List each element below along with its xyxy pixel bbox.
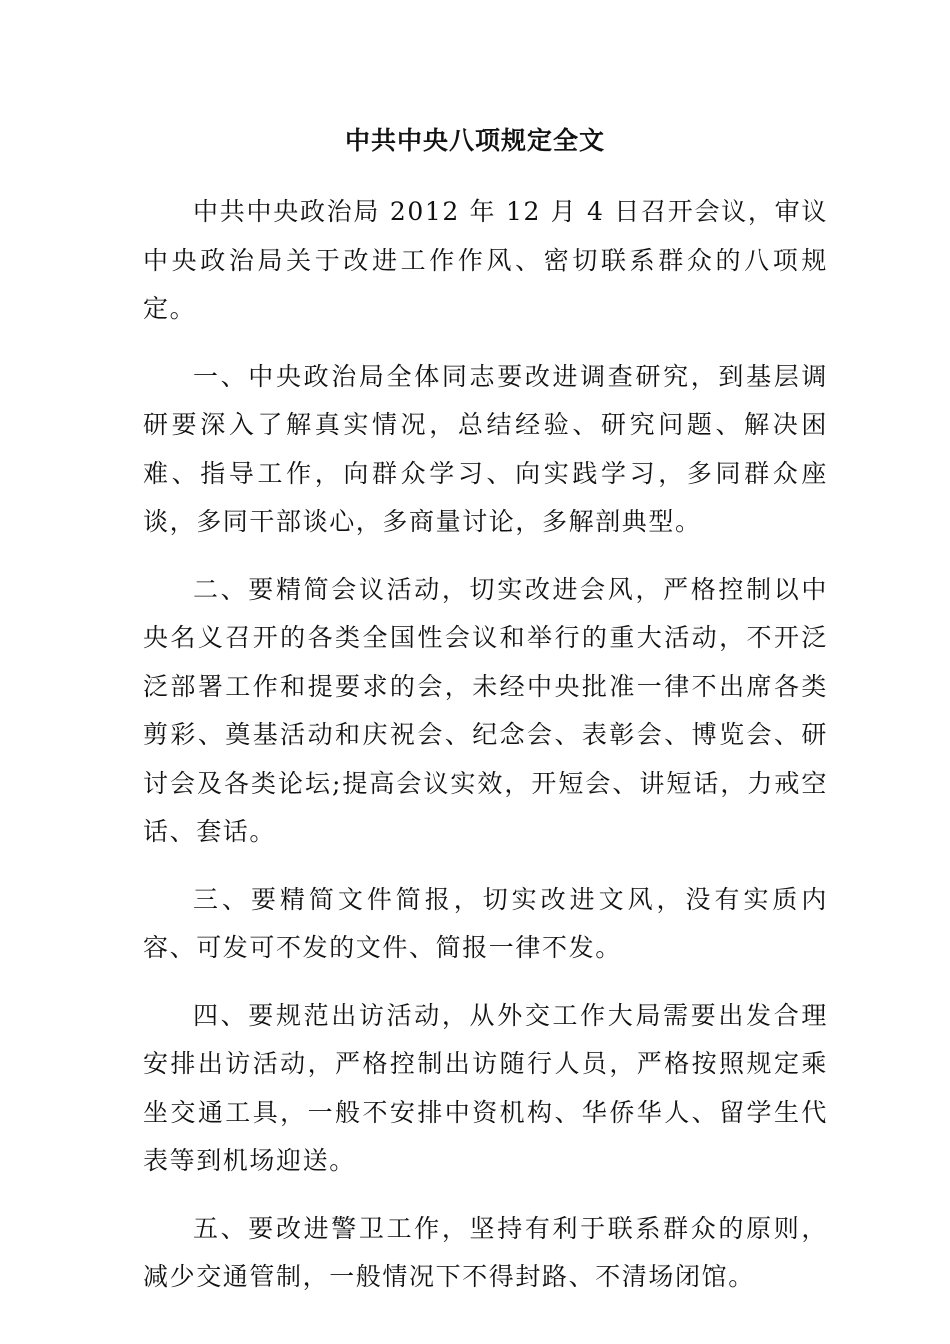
paragraph-rule-4: 四、要规范出访活动，从外交工作大局需要出发合理安排出访活动，严格控制出访随行人员，严格按照规定乘坐交通工具，一般不安排中资机构、华侨华人、留学生代表等到机场迎送。 xyxy=(143,1000,828,1175)
document-body xyxy=(143,188,828,1321)
paragraph-rule-1: 一、中央政治局全体同志要改进调查研究，到基层调研要深入了解真实情况，总结经验、研究问题、解决困难、指导工作，向群众学习、向实践学习，多同群众座谈，多同干部谈心，多商量讨论，多解剖典型。 xyxy=(143,361,828,536)
document-title: 中共中央八项规定全文 xyxy=(344,126,605,155)
paragraph-rule-3: 三、要精简文件简报，切实改进文风，没有实质内容、可发可不发的文件、简报一律不发。 xyxy=(143,884,828,962)
paragraph-intro: 中共中央政治局 2012 年 12 月 4 日召开会议，审议中央政治局关于改进工作作风、密切联系群众的八项规定。 xyxy=(143,197,828,323)
paragraph-rule-5: 五、要改进警卫工作，坚持有利于联系群众的原则，减少交通管制，一般情况下不得封路、不清场闭馆。 xyxy=(143,1213,828,1291)
paragraph-rule-2: 二、要精简会议活动，切实改进会风，严格控制以中央名义召开的各类全国性会议和举行的重大活动，不开泛泛部署工作和提要求的会，未经中央批准一律不出席各类剪彩、奠基活动和庆祝会、纪念会、表彰会、博览会、研讨会及各类论坛;提高会议实效，开短会、讲短话，力戒空话、套话。 xyxy=(143,574,828,846)
